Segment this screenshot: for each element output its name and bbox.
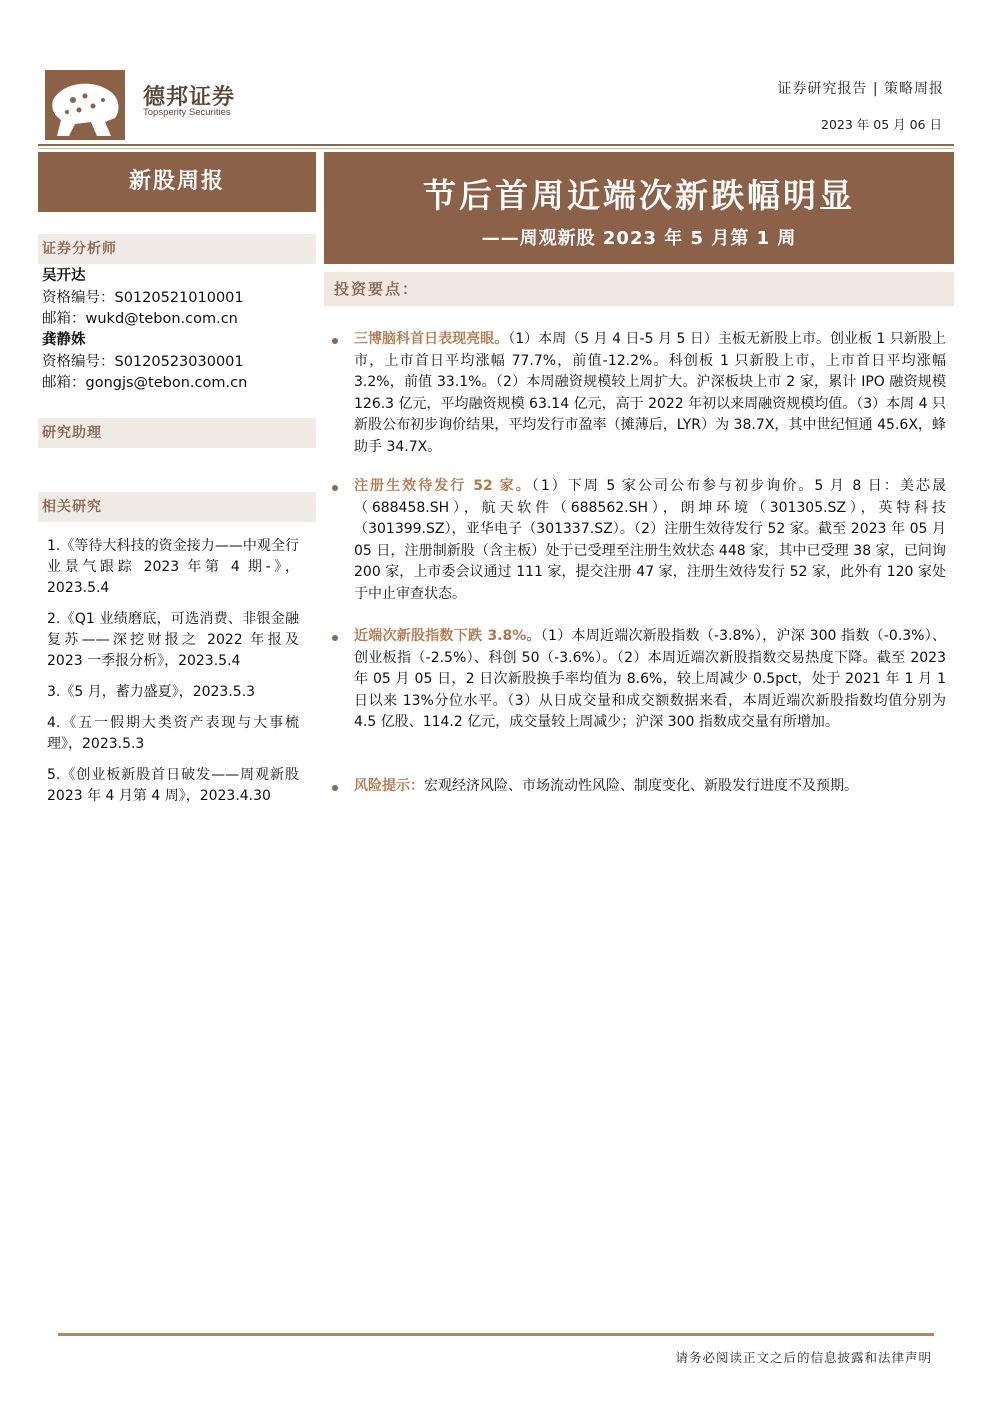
key-point-1 <box>332 329 946 458</box>
list-item[interactable]: 3.《5 月，蓄力盛夏》，2023.5.3 <box>47 684 256 700</box>
key-point-highlight: 近端次新股指数下跌 3.8%。 <box>354 628 541 644</box>
bullet-icon <box>332 635 338 641</box>
report-title-banner <box>324 152 954 264</box>
assistant-heading: 研究助理 <box>38 418 316 448</box>
report-subtitle: ——周观新股 2023 年 5 月第 1 周 <box>481 228 797 249</box>
leopard-logo-icon <box>45 70 125 140</box>
header-divider <box>38 144 954 146</box>
section-title: 新股周报 <box>38 152 316 212</box>
related-heading: 相关研究 <box>38 492 316 522</box>
analyst-cert: 资格编号：S0120521010001 <box>42 289 244 306</box>
bullet-icon <box>332 485 338 491</box>
analyst-email: 邮箱：wukd@tebon.com.cn <box>42 311 238 327</box>
brand-name: 德邦证券 <box>143 85 236 110</box>
list-item[interactable]: 2.《Q1 业绩磨底，可选消费、非银金融复苏——深挖财报之 2022 年报及 2023 一季报分析》，2023.5.4 <box>47 611 299 669</box>
analyst-name: 龚静姝 <box>42 332 86 348</box>
analyst-block-2 <box>42 330 247 395</box>
footer-divider <box>58 1333 934 1336</box>
brand-name-english: Topsperity Securities <box>143 107 231 118</box>
risk-text: 宏观经济风险、市场流动性风险、制度变化、新股发行进度不及预期。 <box>424 778 858 794</box>
report-title: 节后首周近端次新跌幅明显 <box>423 176 855 215</box>
footer-disclaimer[interactable]: 请务必阅读正文之后的信息披露和法律声明 <box>675 1350 932 1365</box>
analyst-name: 吴开达 <box>42 268 86 284</box>
list-item[interactable]: 5.《创业板新股首日破发——周观新股 2023 年 4 月第 4 周》，2023.4.30 <box>47 767 299 804</box>
risk-warning <box>332 776 946 798</box>
analyst-heading: 证券分析师 <box>38 234 316 264</box>
analyst-email: 邮箱：gongjs@tebon.com.cn <box>42 375 248 391</box>
key-point-text: （1）本周近端次新股指数（-3.8%），沪深 300 指数（-0.3%）、创业板指（-2.5%）、科创 50（-3.6%）。（2）本周近端次新股指数交易热度下降。截至 2023 年 05 月 05 日，2 日次新股换手率均值为 8.6%，较上周减少 0.5pct，处于 2021 年 1 月 1 日以来 13%分位水平。（3）从日成交量和成交额数据来看，本周近端次新股指数均值分别为 4.5 亿股、114.2 亿元，成交量较上周减少；沪深 300 指数成交量有所增加。 <box>354 628 946 730</box>
header-divider-thin <box>38 148 954 149</box>
key-point-highlight: 注册生效待发行 52 家。 <box>354 478 532 494</box>
key-point-2 <box>332 476 946 605</box>
report-type: 证券研究报告 | 策略周报 <box>777 81 944 97</box>
key-point-text: （1）本周（5 月 4 日-5 月 5 日）主板无新股上市。创业板 1 只新股上市，上市首日平均涨幅 77.7%，前值-12.2%。科创板 1 只新股上市，上市首日平均涨幅 3.2%，前值 33.1%。（2）本周融资规模较上周扩大。沪深板块上市 2 家，累计 IPO 融资规模 126.3 亿元，平均融资规模 63.14 亿元，高于 2022 年初以来周融资规模均值。（3）本周 4 只新股公布初步询价结果，平均发行市盈率（摊薄后，LYR）为 38.7X，其中世纪恒通 45.6X，蜂助手 34.7X。 <box>354 331 946 455</box>
risk-highlight: 风险提示： <box>354 778 424 794</box>
bullet-icon <box>332 785 338 791</box>
analyst-block-1 <box>42 266 244 331</box>
bullet-icon <box>332 338 338 344</box>
analyst-cert: 资格编号：S0120523030001 <box>42 353 244 370</box>
list-item[interactable]: 4.《五一假期大类资产表现与大事梳理》，2023.5.3 <box>47 715 299 752</box>
related-research-list <box>47 536 299 817</box>
report-date: 2023 年 05 月 06 日 <box>821 117 942 132</box>
key-point-highlight: 三博脑科首日表现亮眼。 <box>354 331 509 347</box>
key-point-text: （1）下周 5 家公司公布参与初步询价。5 月 8 日：美芯晟（688458.SH），航天软件（688562.SH），朗坤环境（301305.SZ），英特科技（301399.SZ），亚华电子（301337.SZ）。（2）注册生效待发行 52 家。截至 2023 年 05 月 05 日，注册制新股（含主板）处于已受理至注册生效状态 448 家，其中已受理 38 家，已问询 200 家，上市委会议通过 111 家，提交注册 47 家，注册生效待发行 52 家，此外有 120 家处于中止审查状态。 <box>354 478 946 602</box>
invest-heading: 投资要点： <box>324 272 954 306</box>
list-item[interactable]: 1.《等待大科技的资金接力——中观全行业景气跟踪 2023 年第 4 期-》，2023.5.4 <box>47 538 299 596</box>
key-point-3 <box>332 626 946 734</box>
